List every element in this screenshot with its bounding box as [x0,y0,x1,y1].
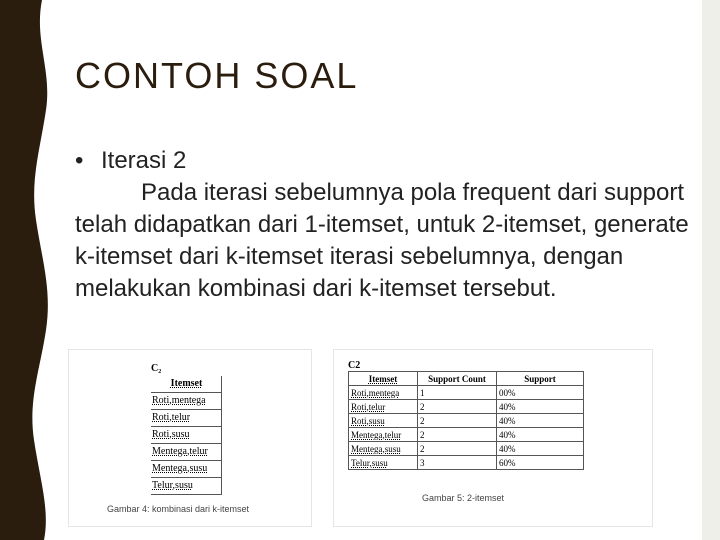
column-header-itemset: Itemset [349,372,418,386]
paragraph-rest: support telah didapatkan dari 1-itemset, untuk 2-itemset, generate k-itemset dari k-itemset iterasi sebelumnya, dengan melakukan kombinasi dari k-itemset tersebut. [75,179,689,302]
cell-support-count: 2 [418,442,497,456]
cell-itemset: Roti,susu [349,414,418,428]
column-header-support-count: Support Count [418,372,497,386]
itemset-list-item: Telur,susu [151,478,221,495]
column-header-support: Support [497,372,584,386]
cell-support-count: 2 [418,414,497,428]
cell-itemset: Mentega,susu [349,442,418,456]
cell-support-count: 3 [418,456,497,470]
table-row [349,400,584,414]
decorative-right-band [702,0,720,540]
table-row [349,428,584,442]
cell-support-count: 2 [418,428,497,442]
cell-support: 40% [497,442,584,456]
table-row [349,456,584,470]
table-header-row [349,372,584,386]
cell-support-count: 2 [418,400,497,414]
slide-title: CONTOH SOAL [75,55,359,96]
figure-right-label: C2 [348,360,361,371]
itemset-list-item: Mentega,susu [151,461,221,478]
itemset-list-header: Itemset [151,376,221,393]
slide-body [75,145,690,305]
itemset-list-item: Roti,mentega [151,393,221,410]
bullet-marker: • [75,147,84,174]
figure-left-caption: Gambar 4: kombinasi dari k-itemset [107,504,250,514]
bullet-line [75,145,690,177]
itemset-list [151,376,222,495]
figure-right-caption: Gambar 5: 2-itemset [422,493,505,503]
figure-2-itemset [333,349,653,527]
cell-itemset: Telur,susu [349,456,418,470]
support-table [348,371,584,470]
itemset-list-item: Roti,susu [151,427,221,444]
figure-left-label: C₂ [151,363,162,374]
cell-support: 40% [497,414,584,428]
cell-support: 40% [497,400,584,414]
table-row [349,386,584,400]
cell-itemset: Mentega,telur [349,428,418,442]
cell-support: 40% [497,428,584,442]
cell-support-count: 1 [418,386,497,400]
paragraph-first-line: Pada iterasi sebelumnya pola frequent dari [141,179,598,206]
cell-support: 60% [497,456,584,470]
bullet-text: Iterasi 2 [101,147,187,174]
itemset-list-item: Roti,telur [151,410,221,427]
decorative-left-band [0,0,50,540]
figure-kombinasi-itemset [68,349,312,527]
cell-itemset: Roti,telur [349,400,418,414]
table-row [349,414,584,428]
itemset-list-item: Mentega,telur [151,444,221,461]
table-row [349,442,584,456]
cell-itemset: Roti,mentega [349,386,418,400]
cell-support: 00% [497,386,584,400]
